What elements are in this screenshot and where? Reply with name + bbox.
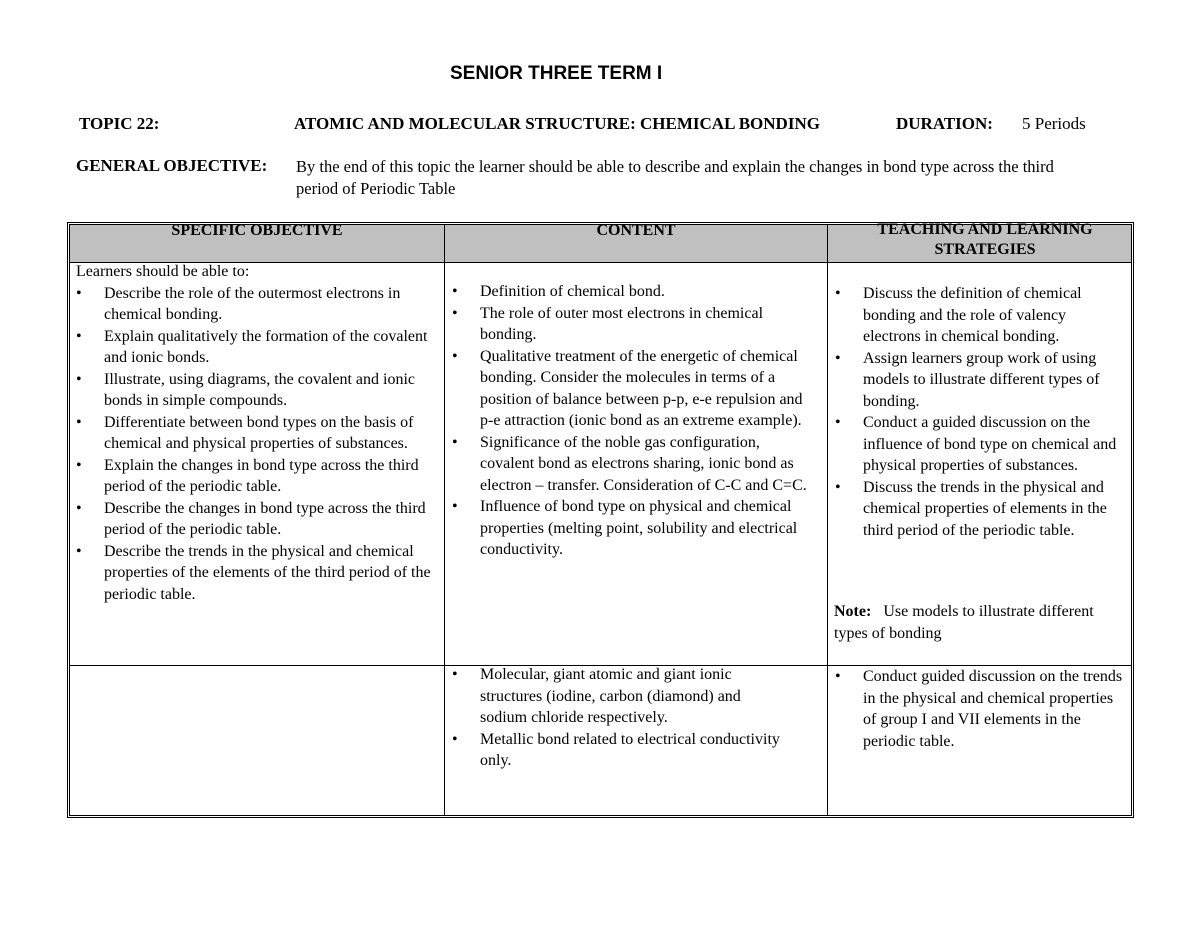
strategies-cell-row1 — [835, 283, 1125, 541]
list-item: • Molecular, giant atomic and giant ionic structures (iodine, carbon (diamond) and sodium chloride respectively. — [452, 664, 782, 729]
general-objective-label: GENERAL OBJECTIVE: — [76, 156, 268, 175]
list-item: • Describe the changes in bond type across the third period of the periodic table. — [76, 498, 438, 541]
list-item: • Describe the trends in the physical and chemical properties of the elements of the third period of the periodic table. — [76, 541, 438, 606]
objectives-intro: Learners should be able to: — [76, 263, 250, 280]
list-item: • Discuss the trends in the physical and chemical properties of elements in the third period of the periodic table. — [835, 477, 1125, 542]
content-list — [452, 281, 812, 561]
list-item: • Explain the changes in bond type across the third period of the periodic table. — [76, 455, 438, 498]
list-item: • The role of outer most electrons in chemical bonding. — [452, 303, 812, 346]
column-divider — [827, 224, 828, 816]
content-list — [452, 664, 782, 772]
column-header-strategies: TEACHING AND LEARNING STRATEGIES — [877, 221, 1093, 258]
specific-objectives-cell — [76, 261, 438, 605]
list-item: • Conduct guided discussion on the trends in the physical and chemical properties of group I and VII elements in the periodic table. — [835, 666, 1125, 752]
strategies-list — [835, 666, 1125, 752]
list-item: • Significance of the noble gas configuration, covalent bond as electrons sharing, ionic bond as electron – transfer. Consideration of C-C and C=C. — [452, 432, 812, 497]
duration-label: DURATION: — [896, 114, 993, 133]
strategy-note — [834, 601, 1094, 644]
column-header-content: CONTENT — [596, 222, 676, 239]
list-item: • Qualitative treatment of the energetic of chemical bonding. Consider the molecules in terms of a position of balance between p-p, e-e repulsion and p-e attraction (ionic bond as an extreme example). — [452, 346, 812, 432]
content-cell-row1 — [452, 281, 812, 561]
list-item: • Conduct a guided discussion on the influence of bond type on chemical and physical properties of substances. — [835, 412, 1125, 477]
list-item: • Discuss the definition of chemical bonding and the role of valency electrons in chemical bonding. — [835, 283, 1125, 348]
content-cell-row2 — [452, 664, 782, 772]
list-item: • Illustrate, using diagrams, the covalent and ionic bonds in simple compounds. — [76, 369, 438, 412]
list-item: • Influence of bond type on physical and chemical properties (melting point, solubility and electrical conductivity. — [452, 496, 812, 561]
strategies-cell-row2 — [835, 666, 1125, 752]
objectives-list — [76, 283, 438, 606]
topic-name: ATOMIC AND MOLECULAR STRUCTURE: CHEMICAL BONDING — [294, 114, 820, 133]
list-item: • Assign learners group work of using models to illustrate different types of bonding. — [835, 348, 1125, 413]
general-objective-text: By the end of this topic the learner should be able to describe and explain the changes in bond type across the third period of Periodic Table — [296, 157, 1054, 198]
topic-label: TOPIC 22: — [79, 114, 160, 133]
strategies-list — [835, 283, 1125, 541]
list-item: • Metallic bond related to electrical conductivity only. — [452, 729, 782, 772]
list-item: • Differentiate between bond types on the basis of chemical and physical properties of substances. — [76, 412, 438, 455]
note-label: Note: — [834, 603, 872, 620]
duration-value: 5 Periods — [1022, 114, 1086, 133]
note-text: Use models to illustrate different types of bonding — [834, 603, 1094, 642]
list-item: • Explain qualitatively the formation of the covalent and ionic bonds. — [76, 326, 438, 369]
column-divider — [444, 224, 445, 816]
page-title: SENIOR THREE TERM I — [450, 63, 663, 84]
list-item: • Definition of chemical bond. — [452, 281, 812, 303]
list-item: • Describe the role of the outermost electrons in chemical bonding. — [76, 283, 438, 326]
column-header-specific-objective: SPECIFIC OBJECTIVE — [171, 222, 343, 239]
